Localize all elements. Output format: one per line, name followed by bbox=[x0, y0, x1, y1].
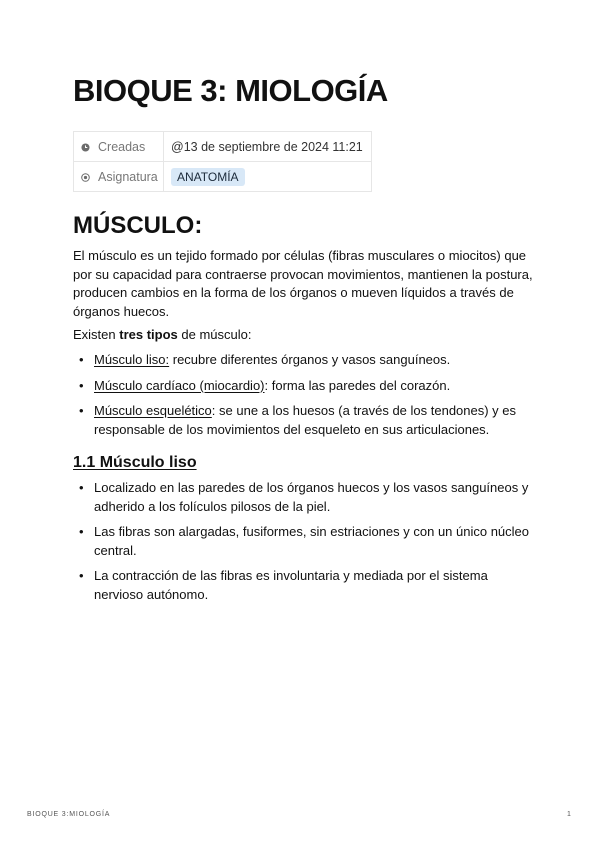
created-value[interactable]: @13 de septiembre de 2024 11:21 bbox=[164, 132, 372, 162]
list-item: • Las fibras son alargadas, fusiformes, sin estriaciones y con un único núcleo central. bbox=[79, 524, 530, 558]
subsection-heading bbox=[73, 452, 197, 474]
subject-tag[interactable]: ANATOMÍA bbox=[171, 168, 245, 186]
list-item: • La contracción de las fibras es involuntaria y mediada por el sistema nervioso autónomo. bbox=[79, 568, 488, 602]
subject-value[interactable] bbox=[164, 162, 372, 192]
select-circle-icon bbox=[81, 173, 90, 182]
type-term: Músculo liso: bbox=[94, 352, 170, 367]
list-item: • Músculo cardíaco (miocardio): forma las paredes del corazón. bbox=[79, 377, 451, 393]
page-title: BIOQUE 3: MIOLOGÍA bbox=[73, 73, 388, 108]
list-item-text: Las fibras son alargadas, fusiformes, sin estriaciones y con un único núcleo central. bbox=[94, 524, 530, 558]
subject-label: Asignatura bbox=[98, 169, 158, 184]
types-prefix: Existen bbox=[73, 327, 120, 342]
list-item-text: La contracción de las fibras es involuntaria y mediada por el sistema nervioso autónomo. bbox=[94, 568, 488, 602]
property-name-subject bbox=[74, 162, 164, 192]
muscle-types-list bbox=[73, 351, 533, 439]
list-item: • Localizado en las paredes de los órganos huecos y los vasos sanguíneos y adherido a los folículos pilosos de la piel. bbox=[79, 480, 529, 514]
subsection-heading-text: 1.1 Músculo liso bbox=[73, 454, 197, 471]
section-heading: MÚSCULO: bbox=[73, 212, 203, 239]
type-desc: : se une a los huesos (a través de los tendones) y es responsable de los movimientos del esqueleto en sus articulaciones. bbox=[94, 403, 517, 437]
clock-icon bbox=[81, 143, 90, 152]
properties-table bbox=[73, 131, 372, 192]
type-desc: : forma las paredes del corazón. bbox=[264, 377, 451, 393]
types-sentence bbox=[73, 326, 533, 345]
page-number: 1 bbox=[567, 811, 571, 818]
list-item-text: Localizado en las paredes de los órganos huecos y los vasos sanguíneos y adherido a los folículos pilosos de la piel. bbox=[94, 480, 529, 514]
property-row-created bbox=[74, 132, 372, 162]
list-item: • Músculo liso: recubre diferentes órganos y vasos sanguíneos. bbox=[79, 352, 451, 367]
intro-paragraph: El músculo es un tejido formado por células (fibras musculares o miocitos) que por su capacidad para contraerse provocan movimientos, mantienen la postura, producen cambios en la forma de los órganos o mueven líquidos a través de órganos huecos. bbox=[73, 248, 533, 319]
created-label: Creadas bbox=[98, 139, 146, 154]
types-bold: tres tipos bbox=[119, 327, 178, 342]
type-term: Músculo cardíaco (miocardio) bbox=[94, 377, 265, 393]
smooth-muscle-list bbox=[73, 479, 533, 604]
property-row-subject bbox=[74, 162, 372, 192]
property-name-created bbox=[74, 132, 164, 162]
type-desc: recubre diferentes órganos y vasos sanguíneos. bbox=[169, 352, 451, 367]
footer-title: BIOQUE 3:MIOLOGÍA bbox=[27, 811, 111, 818]
list-item: • Músculo esquelético: se une a los huesos (a través de los tendones) y es responsable de los movimientos del esqueleto en sus articulaciones. bbox=[79, 403, 517, 437]
types-suffix: de músculo: bbox=[177, 327, 252, 342]
type-term: Músculo esquelético bbox=[94, 403, 212, 418]
